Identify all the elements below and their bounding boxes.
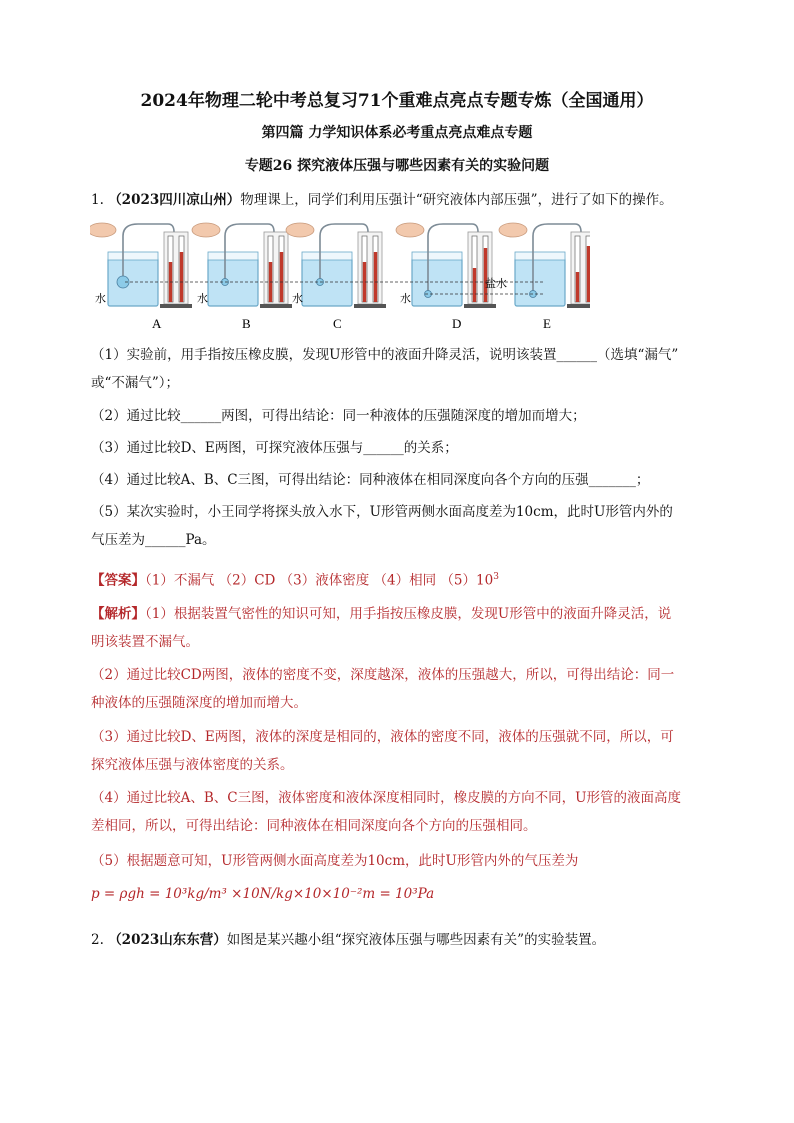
q1-item-5b: 气压差为______Pa。 [91,532,216,548]
page-title: 2024年物理二轮中考总复习71个重难点亮点专题专炼（全国通用） [140,91,654,111]
u-tube-board-b [264,232,288,304]
hand-e [499,223,527,237]
q2-source: （2023山东东营） [108,932,227,948]
q1-analysis-3b: 探究液体压强与液体密度的关系。 [91,757,294,773]
base-e [567,304,590,308]
answer-tag: 【答案】 [91,572,145,589]
q1-item-2: （2）通过比较______两图，可得出结论：同一种液体的压强随深度的增加而增大； [91,408,586,424]
beaker-rim-e [515,252,565,260]
hand-c [286,223,314,237]
q1-answer [91,566,716,592]
liquid-label-e: 盐水 [485,277,507,290]
u-liquid-right-e [587,246,590,302]
figure-label-d: D [452,316,462,331]
base-a [160,304,192,308]
hand-a [90,223,116,237]
beaker-rim-c [302,252,352,260]
u-tube-board-c [358,232,382,304]
u-liquid-right-b [280,252,283,302]
q1-analysis-4b: 差相同，所以，可得出结论：同种液体在相同深度向各个方向的压强相同。 [91,818,537,834]
u-liquid-right-a [180,252,183,302]
q1-source: （2023四川凉山州） [108,192,241,208]
q1-analysis-1a [91,603,716,625]
u-liquid-left-d [473,268,476,302]
analysis-tag: 【解析】 [91,606,145,622]
figure-label-b: B [242,316,251,331]
liquid-label-b: 水 [197,292,208,305]
liquid-label-c: 水 [292,292,303,305]
q1-stem [91,188,711,208]
beaker-rim-b [208,252,258,260]
answer-text: （1）不漏气 （2）CD （3）液体密度 （4）相同 （5）10 [145,572,494,589]
liquid-label-a: 水 [95,292,106,305]
analysis-line: （1）根据装置气密性的知识可知，用手指按压橡皮膜，发现U形管中的液面升降灵活，说 [145,606,672,622]
experiment-figure [90,218,590,333]
u-liquid-left-e [576,272,579,302]
beaker-rim-d [412,252,462,260]
q1-number: 1. [91,192,104,208]
q1-item-3: （3）通过比较D、E两图，可探究液体压强与______的关系； [91,440,458,456]
beaker-rim-a [108,252,158,260]
topic-title: 专题26 探究液体压强与哪些因素有关的实验问题 [244,158,550,174]
q1-item-4: （4）通过比较A、B、C三图，可得出结论：同种液体在相同深度向各个方向的压强_______； [91,472,650,488]
q1-analysis-3a: （3）通过比较D、E两图，液体的深度是相同的，液体的密度不同，液体的压强就不同，所以，可 [91,729,674,745]
q2-stem-text: 如图是某兴趣小组“探究液体压强与哪些因素有关”的实验装置。 [226,932,606,948]
u-tube-board-d [468,232,492,304]
figure-label-c: C [333,316,342,331]
q1-item-1b: 或“不漏气”）； [91,375,180,391]
base-d [464,304,496,308]
q1-analysis-2a: （2）通过比较CD两图，液体的密度不变，深度越深，液体的压强越大，所以，可得出结论：同一 [91,667,675,683]
answer-exponent: 3 [493,572,499,582]
q1-analysis-2b: 种液体的压强随深度的增加而增大。 [91,695,307,711]
q2-number: 2. [91,932,104,948]
q1-analysis-4a: （4）通过比较A、B、C三图，液体密度和液体深度相同时，橡皮膜的方向不同，U形管的液面高度 [91,790,681,806]
q1-analysis-1b: 明该装置不漏气。 [91,634,199,650]
q2-stem [91,928,711,948]
q1-stem-text: 物理课上，同学们利用压强计“研究液体内部压强”，进行了如下的操作。 [240,192,673,208]
part-title: 第四篇 力学知识体系必考重点亮点难点专题 [261,125,533,141]
q1-formula: p = ρgh = 10³kg/m³ ×10N/kg×10×10⁻²m = 10³Pa [91,886,435,902]
figure-label-e: E [543,316,551,331]
base-c [354,304,386,308]
figure-label-a: A [152,316,162,331]
q1-item-5a: （5）某次实验时，小王同学将探头放入水下，U形管两侧水面高度差为10cm，此时U形管内外的 [91,504,673,520]
u-tube-board-a [164,232,188,304]
u-liquid-right-c [374,252,377,302]
base-b [260,304,292,308]
hand-d [396,223,424,237]
q1-analysis-5: （5）根据题意可知，U形管两侧水面高度差为10cm，此时U形管内外的气压差为 [91,853,579,869]
liquid-label-d: 水 [400,292,411,305]
hand-b [192,223,220,237]
q1-item-1a: （1）实验前，用手指按压橡皮膜，发现U形管中的液面升降灵活，说明该装置______（选填“漏气” [91,347,679,363]
